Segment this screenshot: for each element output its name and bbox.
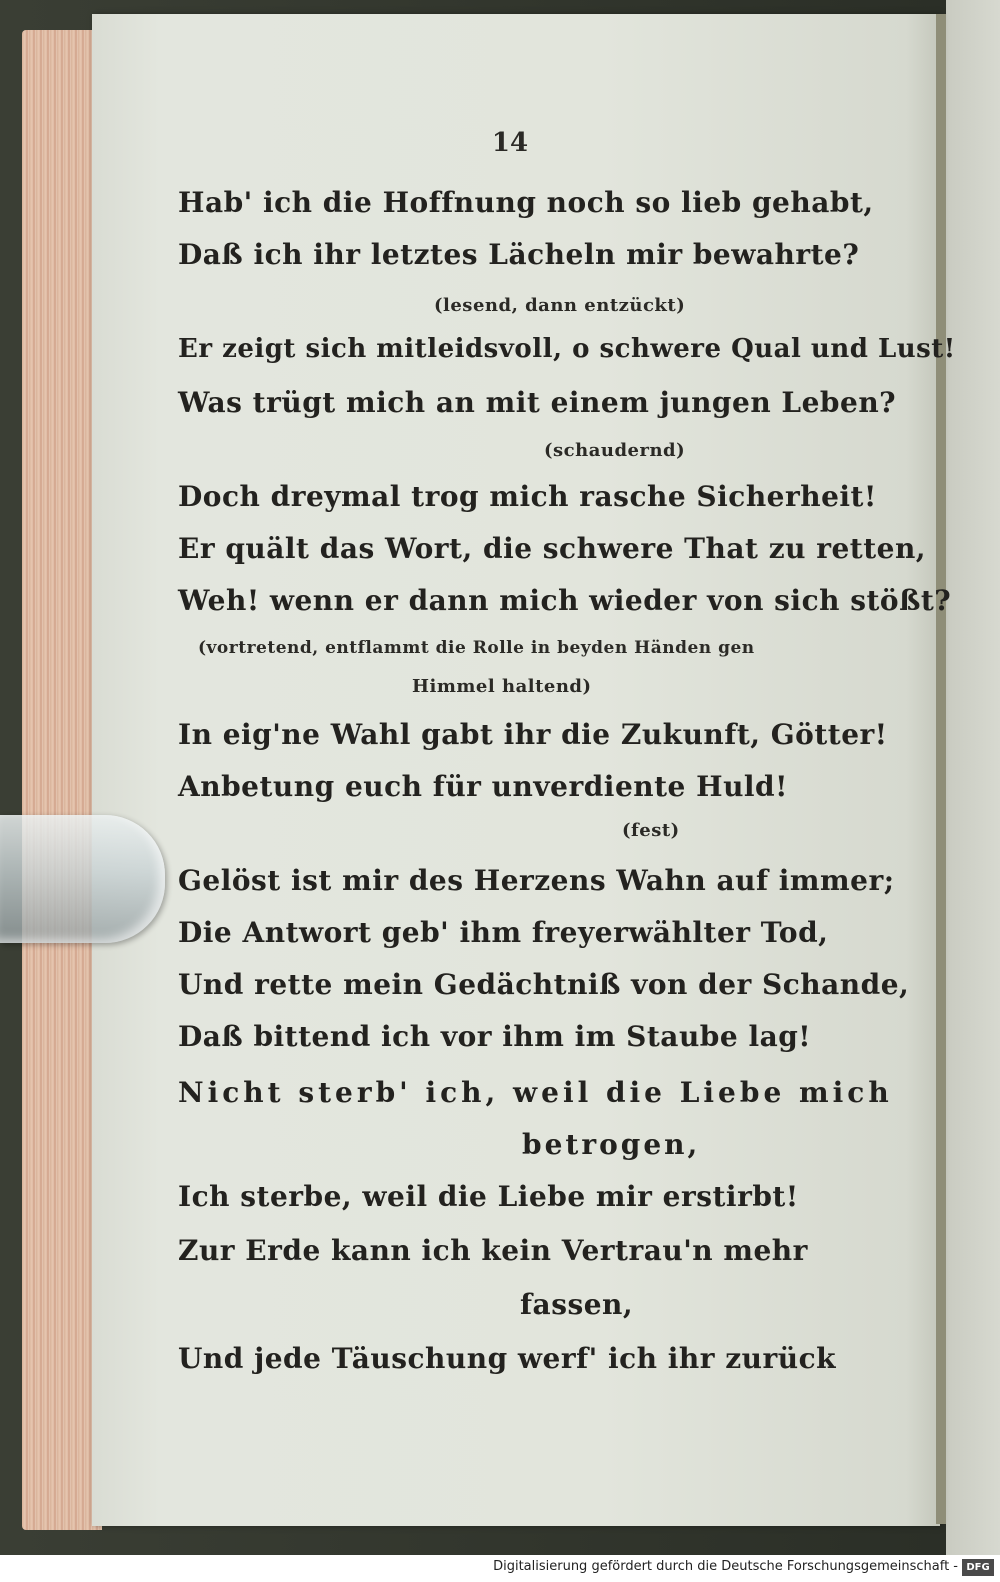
verse-line: Weh! wenn er dann mich wieder von sich stößt? bbox=[178, 584, 952, 617]
funding-credit: Digitalisierung gefördert durch die Deutsche Forschungsgemeinschaft - bbox=[493, 1559, 958, 1574]
verse-line-continuation: fassen, bbox=[520, 1288, 634, 1321]
verse-line: Anbetung euch für unverdiente Huld! bbox=[178, 770, 788, 803]
verse-line: Und rette mein Gedächtniß von der Schande, bbox=[178, 968, 910, 1001]
page-number: 14 bbox=[491, 128, 529, 158]
verse-line: Hab' ich die Hoffnung noch so lieb gehabt, bbox=[178, 186, 874, 219]
stage-direction: (schaudernd) bbox=[544, 440, 686, 461]
verse-line: Nicht sterb' ich, weil die Liebe mich bbox=[178, 1076, 893, 1109]
verse-line: In eig'ne Wahl gabt ihr die Zukunft, Götter! bbox=[178, 718, 888, 751]
verse-line: Zur Erde kann ich kein Vertrau'n mehr bbox=[178, 1234, 808, 1267]
verse-line: Daß ich ihr letztes Lächeln mir bewahrte? bbox=[178, 238, 860, 271]
verse-line: Er zeigt sich mitleidsvoll, o schwere Qual und Lust! bbox=[178, 334, 956, 364]
stage-direction: (lesend, dann entzückt) bbox=[434, 295, 686, 316]
verse-line: Daß bittend ich vor ihm im Staube lag! bbox=[178, 1020, 812, 1053]
next-page-edge bbox=[946, 0, 1000, 1555]
page-shadow-edge bbox=[936, 14, 946, 1524]
stage-direction: (fest) bbox=[622, 820, 680, 841]
verse-line: Die Antwort geb' ihm freyerwählter Tod, bbox=[178, 916, 829, 949]
verse-line: Doch dreymal trog mich rasche Sicherheit! bbox=[178, 480, 877, 513]
footer-bar bbox=[0, 1555, 1000, 1582]
stage-direction: (vortretend, entflammt die Rolle in beyden Händen gen bbox=[198, 638, 755, 658]
dfg-logo: DFG bbox=[962, 1559, 994, 1576]
page-stack-edges bbox=[22, 30, 102, 1530]
verse-line: Gelöst ist mir des Herzens Wahn auf immer; bbox=[178, 864, 895, 897]
verse-line: Er quält das Wort, die schwere That zu retten, bbox=[178, 532, 927, 565]
verse-line: Und jede Täuschung werf' ich ihr zurück bbox=[178, 1342, 837, 1375]
page-clip bbox=[0, 815, 165, 943]
stage-direction: Himmel haltend) bbox=[412, 676, 592, 697]
verse-line: Ich sterbe, weil die Liebe mir erstirbt! bbox=[178, 1180, 799, 1213]
verse-line: Was trügt mich an mit einem jungen Leben? bbox=[178, 386, 897, 419]
verse-line-continuation: betrogen, bbox=[522, 1128, 701, 1161]
